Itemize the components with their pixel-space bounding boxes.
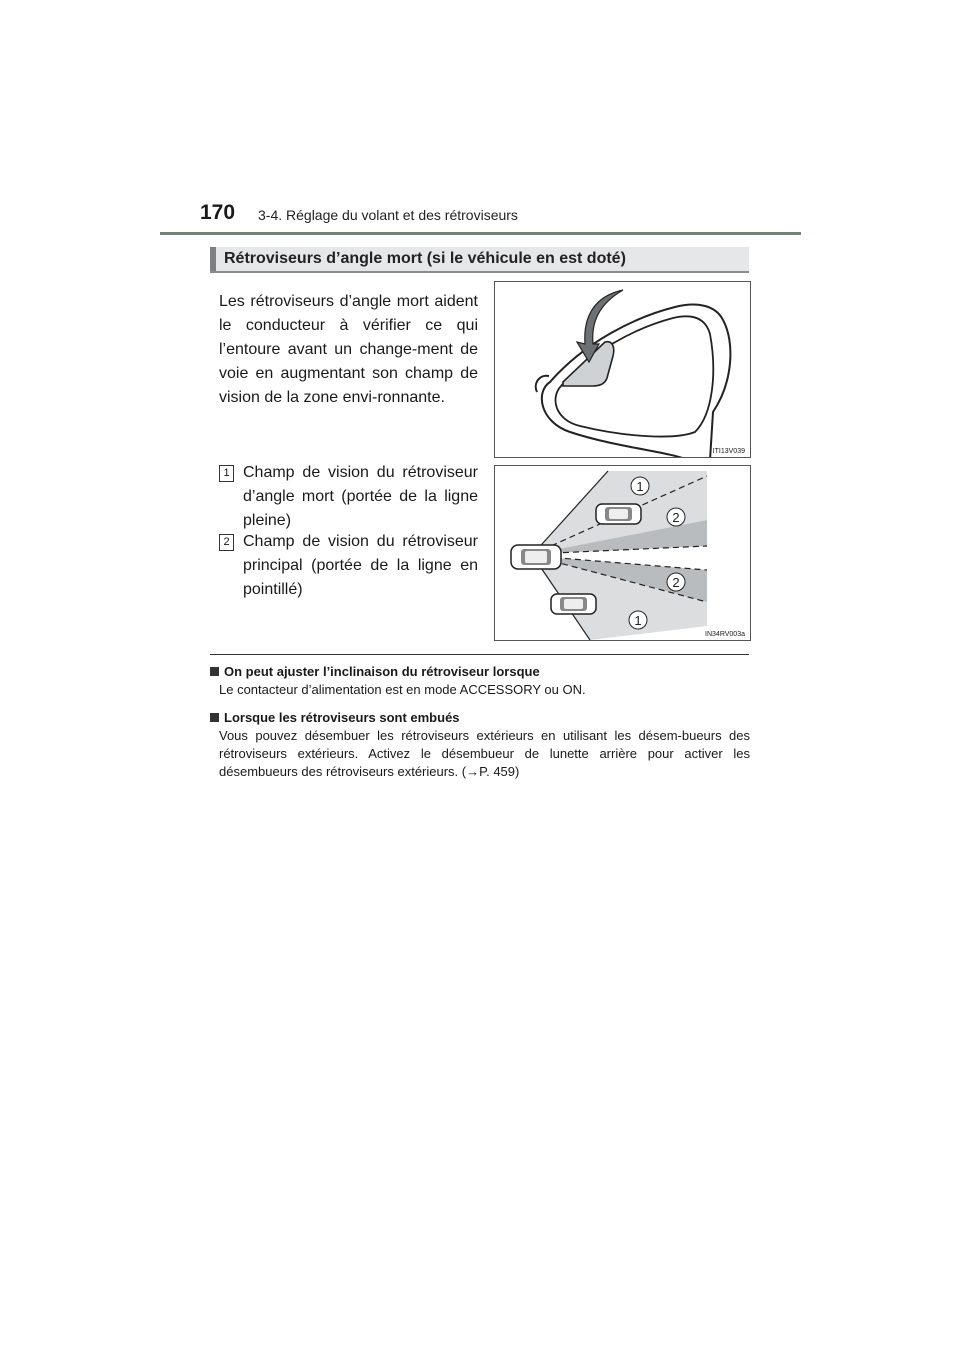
intro-paragraph: Les rétroviseurs d’angle mort aident le conducteur à vérifier ce qui l’entoure avant un change-ment de voie en augmentant son champ de vision de la zone envi-ronnante.	[219, 293, 478, 406]
figure-code: ITI13V039	[712, 448, 745, 455]
notes-divider	[210, 654, 749, 655]
label-2-upper: 2	[672, 510, 680, 525]
header-divider	[160, 232, 801, 235]
bullet-square-icon	[210, 667, 219, 676]
mirror-figure	[494, 281, 751, 458]
field-of-view-diagram	[495, 466, 750, 640]
section-header-bar	[210, 247, 216, 271]
note-body: Vous pouvez désembuer les rétroviseurs extérieurs en utilisant les désem-bueurs des rétroviseurs extérieurs. Activez le désembueur de lunette arrière pour activer les désembueurs des rétroviseurs extérieurs. (→P. 459)	[219, 728, 750, 779]
legend-item-2	[219, 530, 478, 602]
section-header	[210, 247, 749, 273]
legend-number: 1	[219, 465, 234, 482]
car-icon	[551, 594, 596, 614]
section-title: Rétroviseurs d’angle mort (si le véhicule en est doté)	[224, 250, 626, 267]
legend-item-1	[219, 461, 478, 533]
figure-code: IN34RV003a	[705, 631, 745, 638]
label-2-lower: 2	[672, 575, 680, 590]
chapter-title: 3-4. Réglage du volant et des rétroviseurs	[258, 207, 518, 223]
note-body: Le contacteur d’alimentation est en mode ACCESSORY ou ON.	[219, 682, 586, 697]
legend-text: Champ de vision du rétroviseur principal (portée de la ligne en pointillé)	[243, 533, 478, 598]
legend-number: 2	[219, 534, 234, 551]
mirror-illustration	[495, 282, 750, 457]
field-of-view-figure	[494, 465, 751, 641]
page-number: 170	[200, 201, 236, 224]
bullet-square-icon	[210, 713, 219, 722]
label-1-lower: 1	[634, 613, 642, 628]
note-fogged-mirrors	[210, 708, 750, 781]
car-icon	[596, 504, 641, 524]
note-adjust-tilt	[210, 662, 750, 699]
car-icon	[511, 545, 561, 569]
note-title: On peut ajuster l’inclinaison du rétroviseur lorsque	[224, 664, 540, 679]
legend-text: Champ de vision du rétroviseur d’angle mort (portée de la ligne pleine)	[243, 464, 478, 529]
label-1-upper: 1	[636, 479, 644, 494]
note-title: Lorsque les rétroviseurs sont embués	[224, 710, 460, 725]
